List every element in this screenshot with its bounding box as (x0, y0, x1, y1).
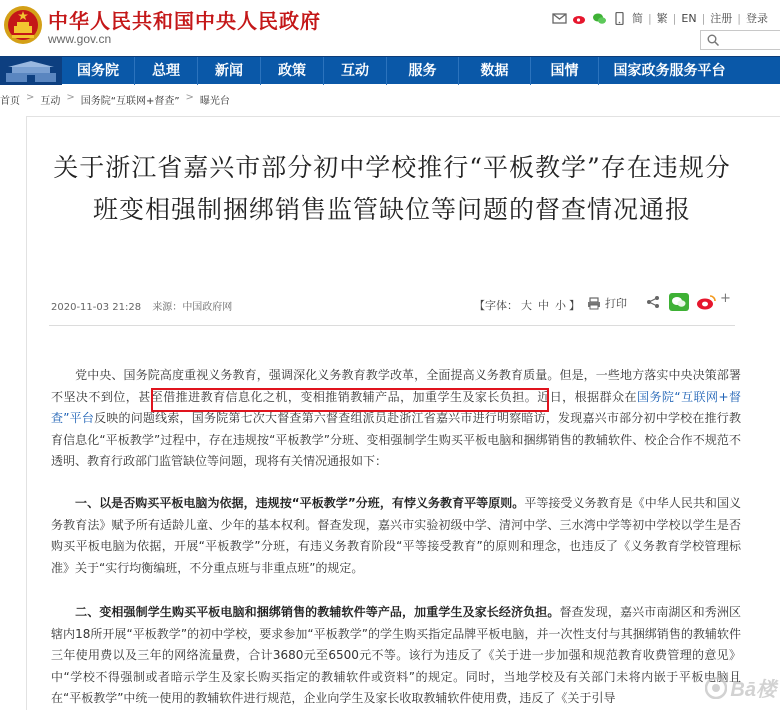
section-heading-1: 一、以是否购买平板电脑为依据，违规按“平板教学”分班，有悖义务教育平等原则。 (75, 496, 525, 510)
font-small-button[interactable]: 小 (555, 299, 566, 312)
wechat-icon[interactable] (592, 12, 607, 25)
tiananmen-logo (0, 57, 62, 85)
watermark (705, 673, 776, 702)
site-name[interactable]: 中华人民共和国中央人民政府 (48, 9, 321, 33)
breadcrumb-exposure[interactable]: 曝光台 (199, 96, 230, 107)
font-medium-button[interactable]: 中 (538, 299, 549, 312)
breadcrumb-home[interactable]: 首页 (0, 96, 20, 107)
search-input[interactable] (700, 30, 780, 50)
site-header (0, 0, 780, 52)
print-icon (587, 297, 601, 310)
nav-policy[interactable]: 政策 (260, 57, 323, 85)
article-meta (51, 298, 232, 313)
nav-state-council[interactable]: 国务院 (77, 63, 119, 79)
login-link[interactable]: 登录 (746, 12, 768, 25)
source-name: 中国政府网 (182, 302, 233, 313)
article-paragraph-2: 二、变相强制学生购买平板电脑和捆绑销售的教辅软件等产品，加重学生及家长经济负担。督查发现，嘉兴市南湖区和秀洲区辖内18所开展“平板教学”的初中学校，要求参加“平板教学”的学生购买指定品牌平板电脑，并一次性支付与其捆绑销售的教辅软件三年使用费以及三年的网络流量费，合计3680元至6500元不等。该行为违反了《关于进一步加强和规范教育收费管理的意见》中“学校不得强制或者暗示学生及家长购买指定的教辅软件或资料”的规定。同时，当地学校及有关部门未将内嵌于平板电脑且在“平板教学”中统一使用的教辅软件进行规范，企业向学生及家长收取教辅软件使用费，违反了《关于引导 (51, 605, 741, 705)
watermark-logo-icon (705, 677, 727, 699)
article-paragraph-1: 一、以是否购买平板电脑为依据，违规按“平板教学”分班，有悖义务教育平等原则。平等接受义务教育是《中华人民共和国义务教育法》赋予所有适龄儿童、少年的基本权利。督查发现，嘉兴市实验初级中学、清河中学、三水湾中学等初中学校以学生是否购买平板电脑为依据，开展“平板教学”分班，有违义务教育阶段“平等接受教育”的原则和理念，也违反了《义务教育学校管理标准》关于“实行均衡编班，不分重点班与非重点班”的规定。 (51, 496, 741, 575)
font-large-button[interactable]: 大 (521, 299, 532, 312)
highlighted-sentence: 甚至借推进教育信息化之机，变相推销教辅产品，加重学生及家长负担。 (138, 389, 538, 404)
top-tools: 简 | 繁 | EN | 注册 | 登录 (552, 10, 768, 26)
breadcrumb: 首页 > 互动 > 国务院“互联网+督查” > 曝光台 (0, 92, 230, 107)
main-nav (0, 56, 780, 84)
source-label: 来源： (152, 302, 183, 313)
nav-data[interactable]: 数据 (458, 57, 530, 85)
watermark-text: Bā楼 (730, 679, 776, 701)
search-icon[interactable] (707, 34, 719, 46)
site-url[interactable]: www.gov.cn (48, 32, 112, 46)
nav-news[interactable]: 新闻 (197, 57, 260, 85)
font-size-close: 】 (569, 299, 580, 312)
breadcrumb-interaction[interactable]: 互动 (40, 96, 61, 107)
english-link[interactable]: EN (681, 11, 697, 25)
register-link[interactable]: 注册 (710, 12, 733, 25)
nav-government-services-platform[interactable]: 国家政务服务平台 (598, 57, 740, 85)
nav-premier[interactable]: 总理 (134, 57, 197, 85)
share-icon[interactable] (645, 294, 661, 310)
traditional-chinese-link[interactable]: 繁 (656, 12, 668, 25)
nav-national-conditions[interactable]: 国情 (530, 57, 598, 85)
breadcrumb-internet-plus-supervision[interactable]: 国务院“互联网+督查” (80, 96, 180, 107)
more-share-icon[interactable]: + (720, 291, 731, 306)
wechat-share-icon[interactable] (669, 293, 689, 311)
section-heading-2: 二、变相强制学生购买平板电脑和捆绑销售的教辅软件等产品，加重学生及家长经济负担。 (75, 605, 560, 619)
weibo-icon[interactable] (572, 12, 587, 25)
article-panel (26, 116, 780, 710)
mobile-icon[interactable] (612, 12, 627, 25)
font-size-controls (474, 297, 580, 313)
article-title: 关于浙江省嘉兴市部分初中学校推行“平板教学”存在违规分班变相强制捆绑销售监管缺位等问题的督查情况通报 (53, 153, 731, 224)
nav-interaction[interactable]: 互动 (323, 57, 386, 85)
meta-divider (49, 325, 735, 326)
publish-date: 2020-11-03 21:28 (51, 302, 142, 313)
article-paragraph-intro: 党中央、国务院高度重视义务教育，强调深化义务教育教学改革，全面提高义务教育质量。但是，一些地方落实中央决策部署不坚决不到位，甚至借推进教育信息化之机，变相推销教辅产品，加重学生及家长负担。近日，根据群众在国务院“互联网+督查”平台反映的问题线索，国务院第七次大督查第六督查组派员赴浙江省嘉兴市进行明察暗访，发现嘉兴市部分初中学校在推行教育信息化“平板教学”过程中，存在违规按“平板教学”分班、变相强制学生购买平板电脑和捆绑销售的教辅软件、校企合作不规范不透明、教育行政部门监管缺位等问题，现将有关情况通报如下： (51, 368, 741, 468)
internet-plus-supervision-link[interactable]: 国务院“互联网+督查”平台 (51, 389, 741, 425)
weibo-share-icon[interactable] (696, 293, 716, 311)
print-label: 打印 (605, 297, 627, 310)
simplified-chinese-link[interactable]: 简 (631, 12, 643, 25)
font-size-open: 【字体： (474, 299, 518, 312)
national-emblem-icon[interactable] (3, 4, 43, 46)
nav-services[interactable]: 服务 (386, 57, 458, 85)
mail-icon[interactable] (552, 12, 567, 25)
print-button[interactable] (587, 295, 627, 311)
